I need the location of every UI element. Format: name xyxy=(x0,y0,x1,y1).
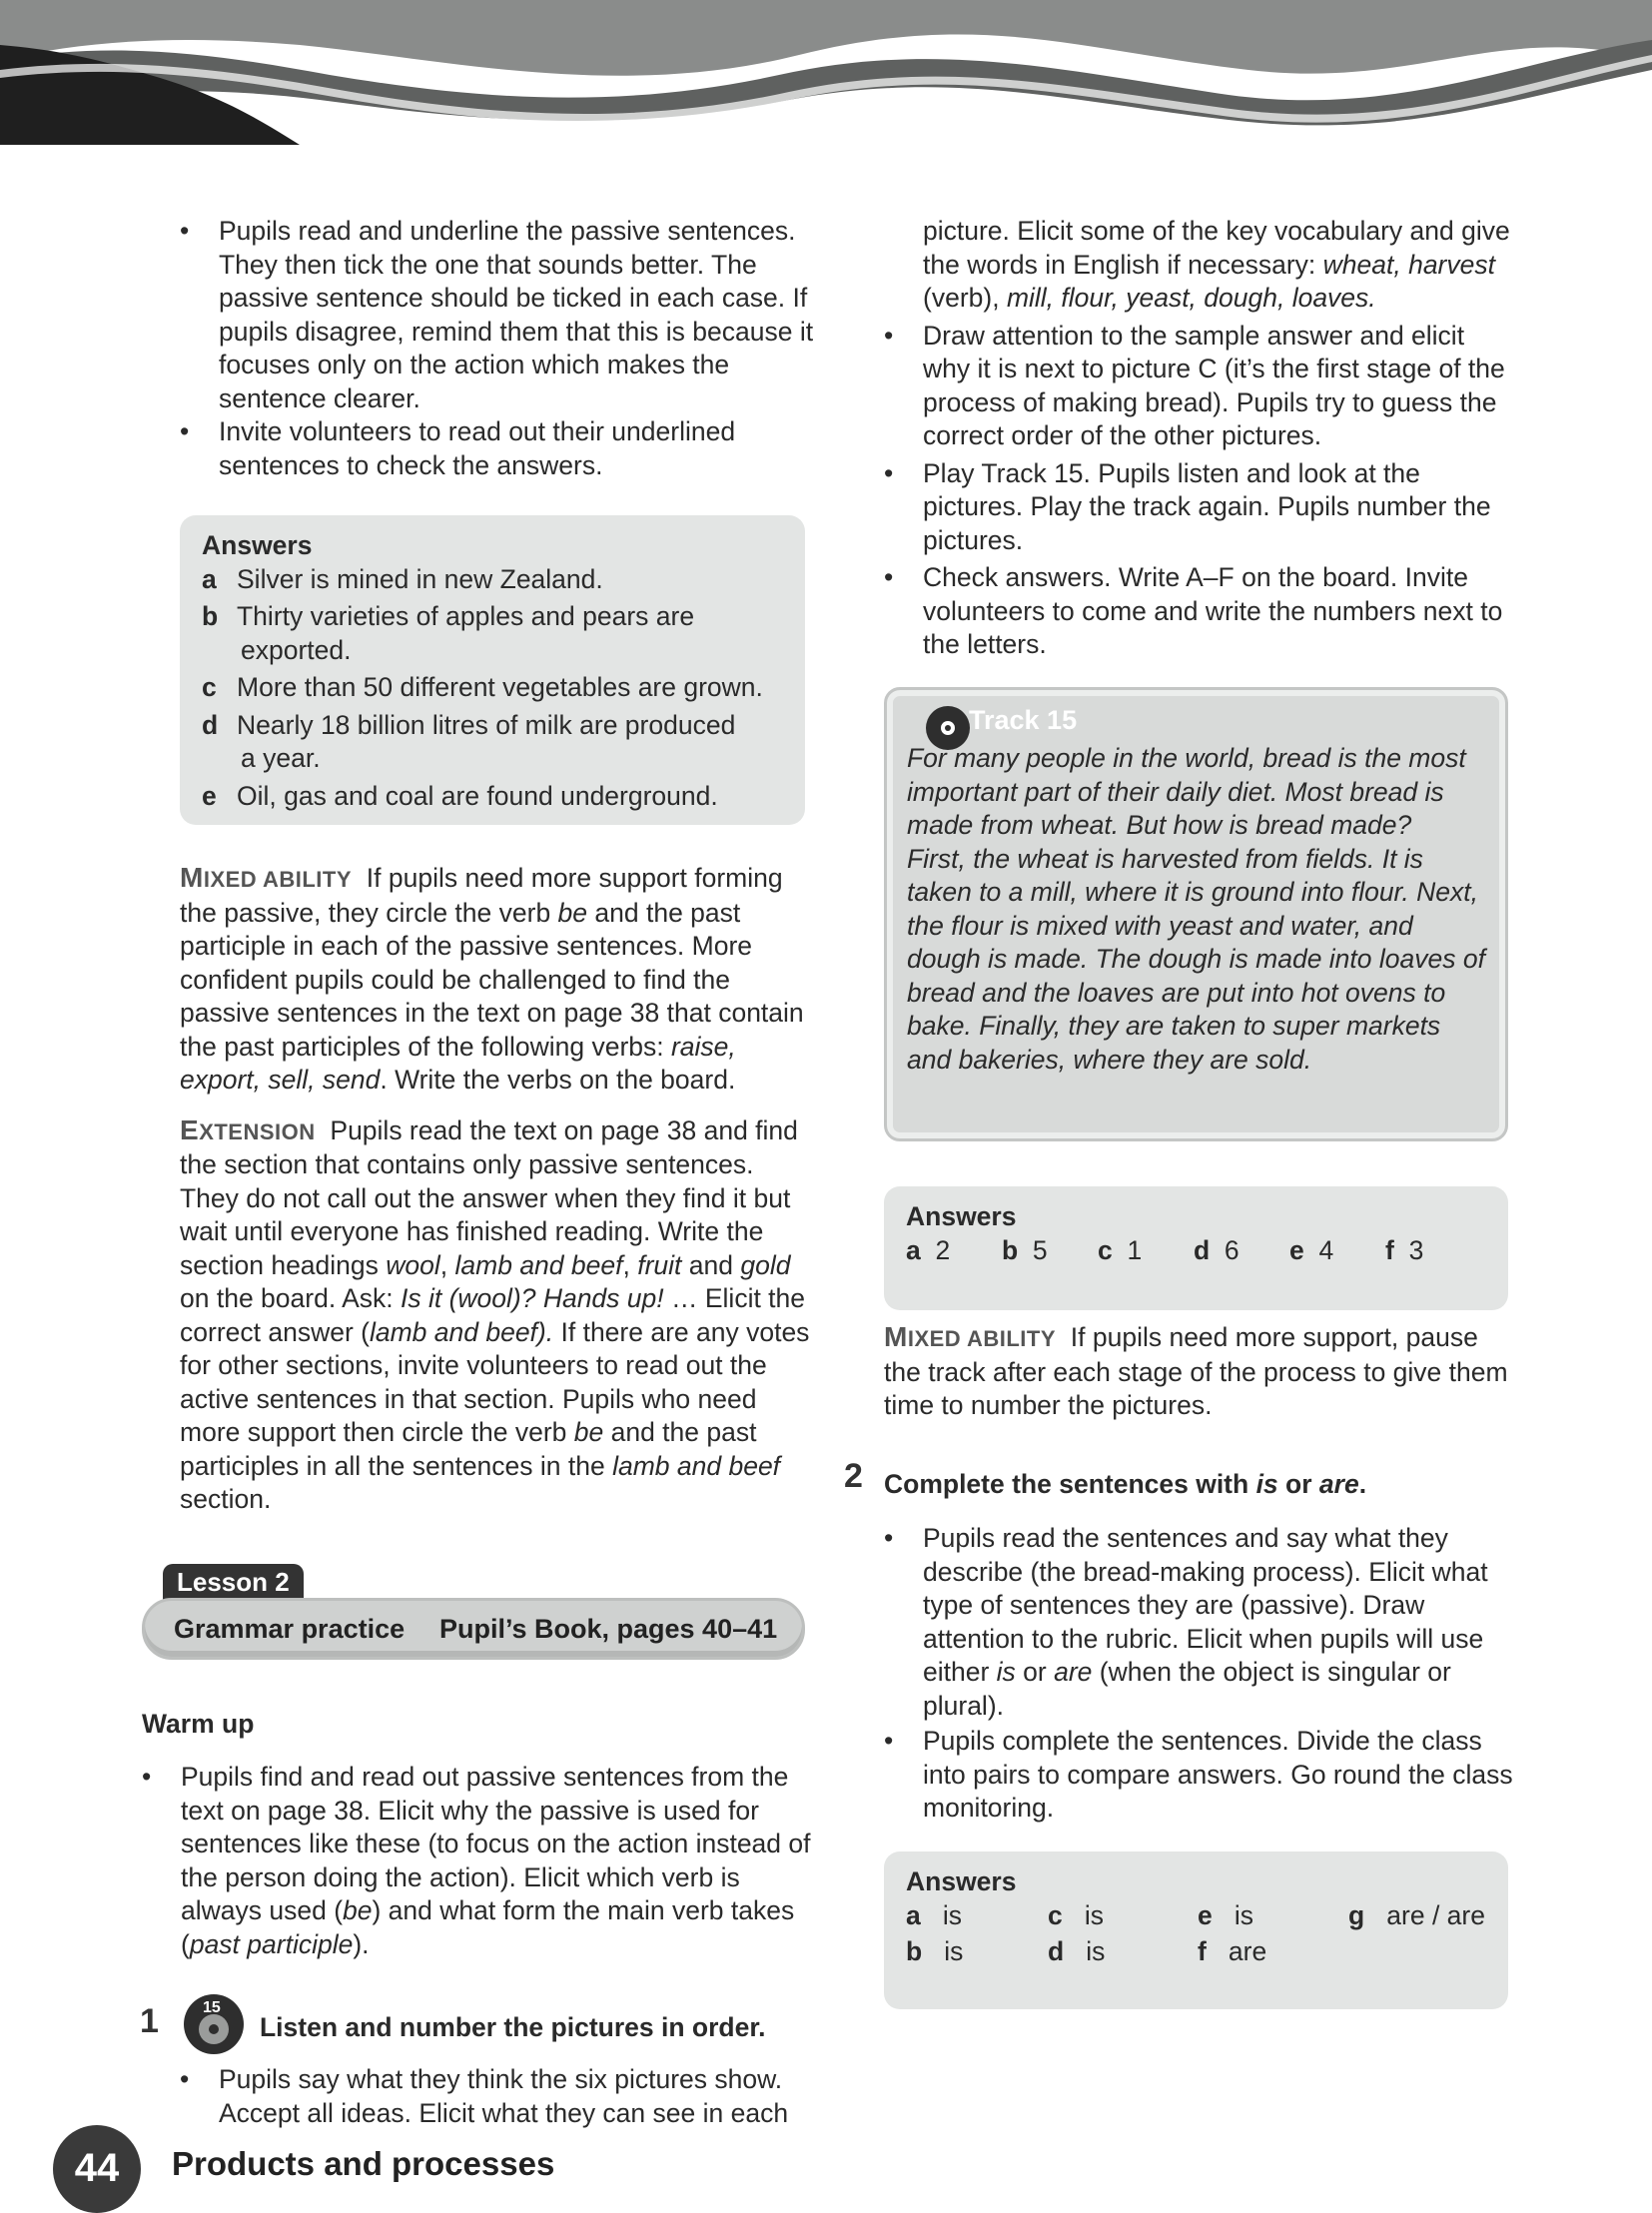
unit-title: Products and processes xyxy=(172,2145,555,2182)
answer-letter: a xyxy=(202,563,217,594)
answers-title: Answers xyxy=(202,530,313,560)
cd-track-number: 15 xyxy=(203,1999,221,2016)
answer-text: Oil, gas and coal are found underground. xyxy=(237,780,718,811)
answer-letter: d xyxy=(202,709,219,740)
answers-row: a is c is e is g are / are xyxy=(906,1899,1485,1930)
bullet-list-right xyxy=(884,320,1513,662)
answer-row xyxy=(202,563,783,597)
list-item: • Pupils read the sentences and say what they describe (the bread-making process). Elicit what type of sentences they are (passive). Draw attention to the rubric. Elicit when pupils will use either is or are (when the object is singular or plural). xyxy=(884,1522,1513,1723)
exercise-1-title: Listen and number the pictures in order. xyxy=(260,2012,766,2042)
track-title: Track 15 xyxy=(969,705,1078,735)
answers-box-2 xyxy=(884,1186,1508,1310)
answer-text: Nearly 18 billion litres of milk are produced xyxy=(237,709,736,740)
answer-row xyxy=(202,600,783,667)
list-item: • Pupils read and underline the passive sentences. They then tick the one that sounds better. The passive sentence should be ticked in each case. If pupils disagree, remind them that this is because it focuses only on the action which makes the sentence clearer. xyxy=(180,215,819,415)
answer-text: Thirty varieties of apples and pears are xyxy=(237,601,695,631)
exercise-2-list xyxy=(884,1522,1513,1826)
answer-text: Silver is mined in new Zealand. xyxy=(237,563,603,594)
list-item: • Invite volunteers to read out their underlined sentences to check the answers. xyxy=(180,415,819,482)
lesson-section-title: Grammar practice xyxy=(174,1614,406,1644)
track-transcript-box xyxy=(884,687,1508,1141)
list-item: • Pupils complete the sentences. Divide the class into pairs to compare answers. Go round the class monitoring. xyxy=(884,1725,1513,1826)
answer-text: More than 50 different vegetables are grown. xyxy=(237,672,763,702)
mixed-ability-label: MIXED ABILITY xyxy=(180,862,353,893)
exercise-number: 1 xyxy=(140,2002,159,2040)
list-item: • Pupils find and read out passive sentences from the text on page 38. Elicit why the passive is used for sentences like these (to focus on the action instead of the person doing the action). Elicit which verb is always used (be) and what form the main verb takes (past participle). xyxy=(142,1761,811,1961)
right-column xyxy=(884,215,1513,662)
answer-letter: e xyxy=(202,780,217,811)
exercise-2-title: Complete the sentences with is or are. xyxy=(884,1469,1367,1499)
extension-label: EXTENSION xyxy=(180,1113,316,1145)
answers-row: b is d is f are xyxy=(906,1935,1267,1966)
lesson-title-bar xyxy=(142,1598,805,1660)
list-item: • Pupils say what they think the six pictures show. Accept all ideas. Elicit what they can see in each xyxy=(180,2063,819,2130)
header-wave-decoration xyxy=(0,0,1652,160)
list-item: • Check answers. Write A–F on the board. Invite volunteers to come and write the numbers next to the letters. xyxy=(884,561,1513,662)
cd-track-icon xyxy=(183,1993,245,2055)
answer-row xyxy=(202,780,783,814)
track-text-1: For many people in the world, bread is the most important part of their daily diet. Most bread is made from wheat. But how is bread made? xyxy=(907,743,1466,840)
answers-box-3 xyxy=(884,1851,1508,2009)
mixed-ability-note-2: MIXED ABILITY If pupils need more support, pause the track after each stage of the process to give them time to number the pictures. xyxy=(884,1321,1508,1420)
answer-text-continued: a year. xyxy=(241,743,321,773)
track-text-2: First, the wheat is harvested from fields. It is taken to a mill, where it is ground into flour. Next, the flour is mixed with yeast and water, and dough is made. The dough is made into loaves of bread and the loaves are put into hot ovens to bake. Finally, they are taken to super markets and bakeries, where they are sold. xyxy=(907,843,1485,1075)
answers-title: Answers xyxy=(906,1866,1017,1896)
list-item: • Play Track 15. Pupils listen and look at the pictures. Play the track again. Pupils number the pictures. xyxy=(884,457,1513,558)
exercise-number: 2 xyxy=(844,1457,863,1495)
list-item: • Draw attention to the sample answer and elicit why it is next to picture C (it’s the first stage of the process of making bread). Pupils try to guess the correct order of the other pictures. xyxy=(884,320,1513,453)
answers-title: Answers xyxy=(906,1201,1017,1231)
answer-letter: c xyxy=(202,672,217,702)
warmup-list xyxy=(142,1761,811,1961)
mixed-ability-note-1: MIXED ABILITY If pupils need more support forming the passive, they circle the verb be and the past participle in each of the passive sentences. More confident pupils could be challenged to find the passive sentences in the text on page 38 that contain the past participles of the following verbs: raise, export, sell, send. Write the verbs on the board. xyxy=(180,862,804,1095)
answers-box-1 xyxy=(180,515,805,825)
answer-row xyxy=(202,709,783,776)
answer-row xyxy=(202,671,783,705)
left-column xyxy=(180,215,819,1517)
answers-row: a 2 b 5 c 1 d 6 e 4 f 3 xyxy=(906,1234,1424,1265)
warmup-heading: Warm up xyxy=(142,1709,255,1739)
exercise-1-list xyxy=(180,2063,819,2130)
bullet-list-intro xyxy=(180,215,819,482)
lesson-book-pages: Pupil’s Book, pages 40–41 xyxy=(439,1614,778,1644)
extension-note: EXTENSION Pupils read the text on page 38 and find the section that contains only passive sentences. They do not call out the answer when they find it but wait until everyone has finished reading. Write the section headings wool, lamb and beef, fruit and gold on the board. Ask: Is it (wool)? Hands up! … Elicit the correct answer (lamb and beef). If there are any votes for other sections, invite volunteers to read out the active sentences in that section. Pupils who need more support then circle the verb be and the past participles in all the sentences in the lamb and beef section. xyxy=(180,1113,810,1514)
answer-letter: b xyxy=(202,601,219,631)
answer-text-continued: exported. xyxy=(241,634,352,665)
lesson-tab: Lesson 2 xyxy=(163,1564,304,1600)
continued-paragraph: picture. Elicit some of the key vocabulary and give the words in English if necessary: wheat, harvest (verb), mill, flour, yeast, dough, loaves. xyxy=(923,216,1510,313)
mixed-ability-label: MIXED ABILITY xyxy=(884,1321,1057,1352)
page-number: 44 xyxy=(53,2125,141,2213)
